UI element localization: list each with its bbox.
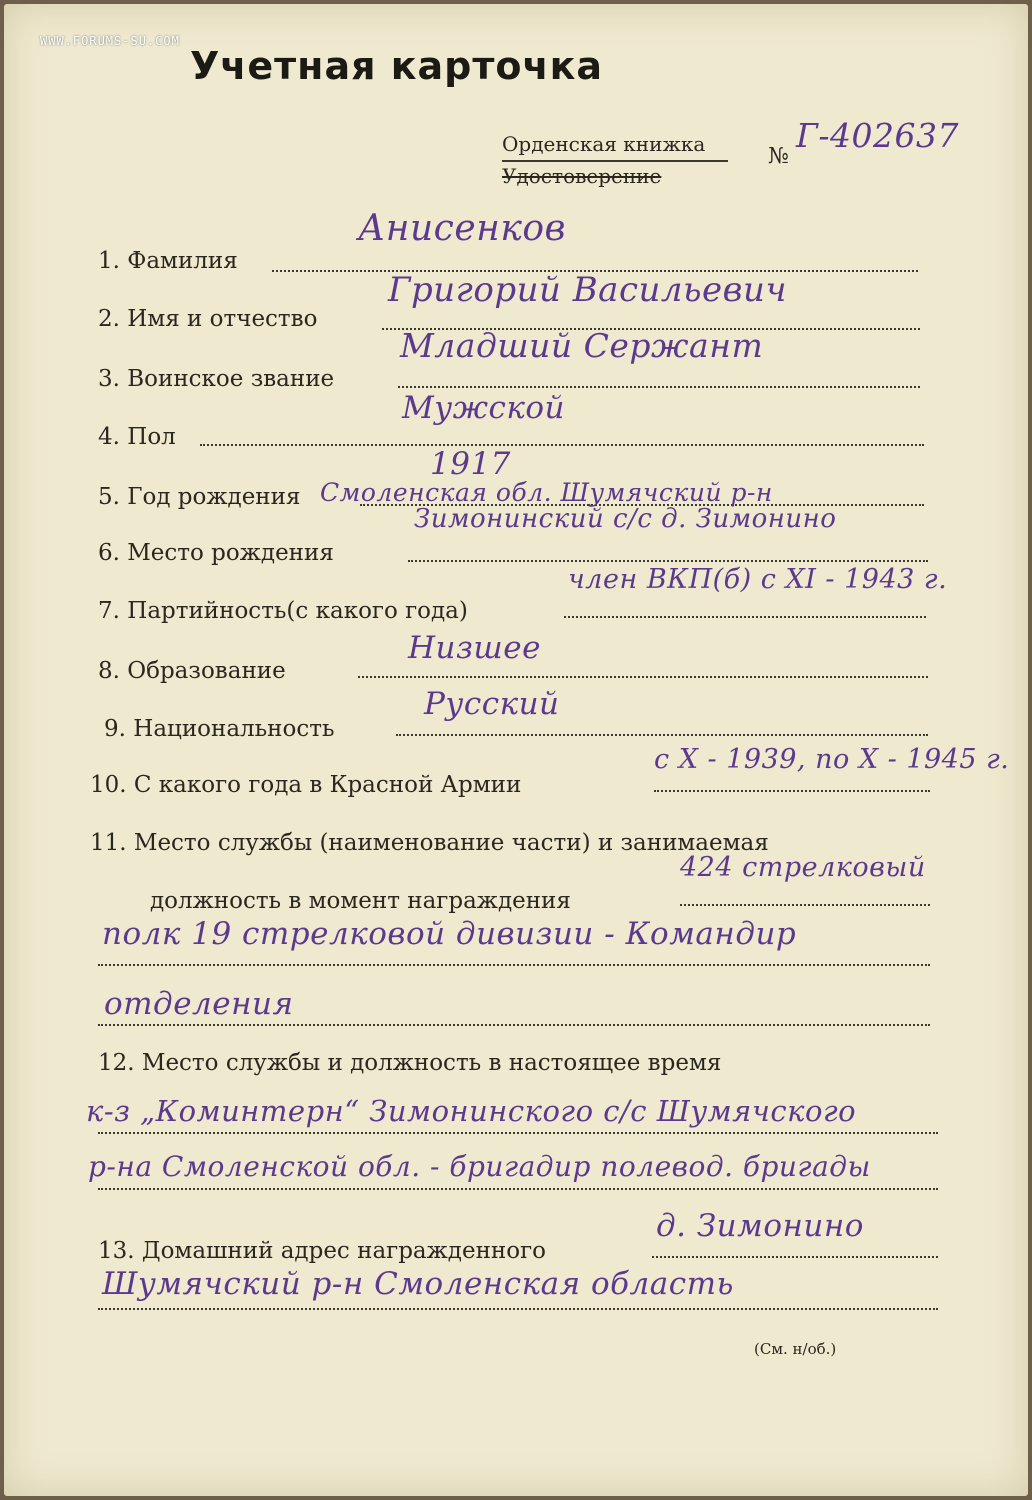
watermark: WWW.FORUMS-SU.COM bbox=[40, 34, 180, 48]
field-11-label-line1: 11. Место службы (наименование части) и занимаемая bbox=[90, 830, 769, 856]
field-6-value-line2: Зимонинский с/с д. Зимонино bbox=[414, 504, 837, 534]
book-number: Г-402637 bbox=[796, 116, 959, 155]
field-12-label: 12. Место службы и должность в настоящее время bbox=[98, 1050, 722, 1076]
field-10-line bbox=[654, 790, 930, 792]
field-8-label: 8. Образование bbox=[98, 658, 286, 684]
field-3-label: 3. Воинское звание bbox=[98, 366, 335, 392]
book-number-sign: № bbox=[768, 144, 789, 169]
record-card bbox=[4, 4, 1028, 1496]
field-4-value: Мужской bbox=[402, 390, 565, 426]
field-1-label: 1. Фамилия bbox=[98, 248, 238, 274]
field-6-label: 6. Место рождения bbox=[98, 540, 334, 566]
field-9-value: Русский bbox=[424, 686, 560, 722]
field-13-line2 bbox=[98, 1308, 938, 1310]
field-2-label: 2. Имя и отчество bbox=[98, 306, 318, 332]
field-7-label: 7. Партийность(с какого года) bbox=[98, 598, 468, 624]
field-1-value: Анисенков bbox=[358, 208, 566, 249]
field-11-label-line2: должность в момент награждения bbox=[150, 888, 571, 914]
field-5-label: 5. Год рождения bbox=[98, 484, 301, 510]
field-11-line3 bbox=[98, 1024, 930, 1026]
field-9-label: 9. Национальность bbox=[104, 716, 335, 742]
footer-note: (См. н/об.) bbox=[754, 1340, 837, 1358]
field-5-value: 1917 bbox=[430, 446, 511, 482]
field-6-line bbox=[408, 560, 928, 562]
card-title: Учетная карточка bbox=[190, 44, 603, 88]
book-type-label: Орденская книжка bbox=[502, 132, 706, 156]
field-2-value: Григорий Васильевич bbox=[388, 270, 788, 310]
field-12-value-line1: к-з „Коминтерн“ Зимонинского с/с Шумячского bbox=[86, 1094, 857, 1128]
field-12-line2 bbox=[98, 1188, 938, 1190]
field-11-line1 bbox=[680, 904, 930, 906]
field-9-line bbox=[396, 734, 928, 736]
field-11-value-line2: полк 19 стрелковой дивизии - Командир bbox=[102, 916, 797, 952]
field-8-line bbox=[358, 676, 928, 678]
field-11-value-line1: 424 стрелковый bbox=[680, 852, 926, 883]
book-alt-label-struck: Удостоверение bbox=[502, 164, 662, 188]
field-4-line bbox=[200, 444, 924, 446]
field-13-label: 13. Домашний адрес награжденного bbox=[98, 1238, 546, 1264]
field-11-line2 bbox=[98, 964, 930, 966]
field-12-line1 bbox=[98, 1132, 938, 1134]
field-4-label: 4. Пол bbox=[98, 424, 176, 450]
field-10-label: 10. С какого года в Красной Армии bbox=[90, 772, 522, 798]
field-13-value-line1: д. Зимонино bbox=[656, 1208, 864, 1244]
book-type-underline bbox=[502, 160, 728, 162]
field-11-value-line3: отделения bbox=[104, 986, 294, 1022]
field-7-line bbox=[564, 616, 926, 618]
field-8-value: Низшее bbox=[408, 630, 541, 666]
field-3-line bbox=[398, 386, 920, 388]
field-3-value: Младший Сержант bbox=[400, 326, 764, 365]
field-13-line1 bbox=[652, 1256, 938, 1258]
field-10-value: с X - 1939, по X - 1945 г. bbox=[654, 744, 1010, 775]
field-6-value-line1: Смоленская обл. Шумячский р-н bbox=[320, 478, 773, 507]
field-7-value: член ВКП(б) с XI - 1943 г. bbox=[568, 564, 948, 595]
field-12-value-line2: р-на Смоленской обл. - бригадир полевод. бригады bbox=[88, 1150, 871, 1183]
field-13-value-line2: Шумячский р-н Смоленская область bbox=[102, 1266, 734, 1302]
